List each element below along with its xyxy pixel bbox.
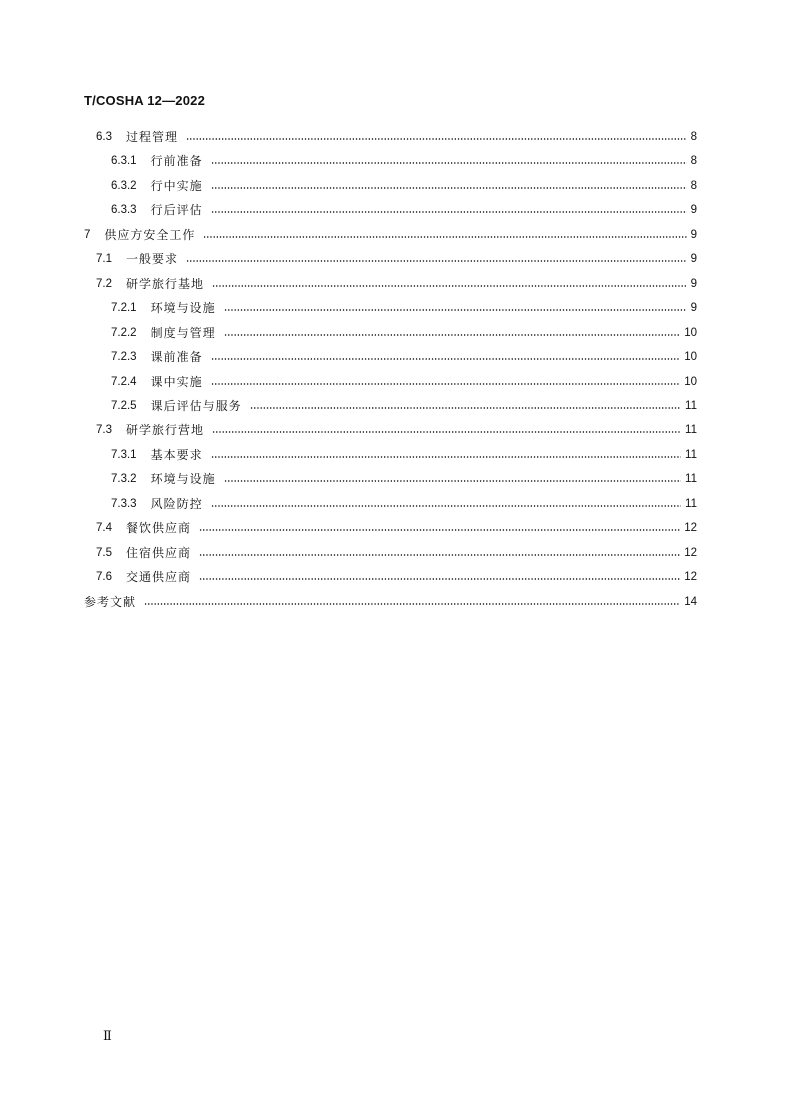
toc-entry-number: 7.3.2 [111, 473, 137, 486]
toc-entry[interactable] [111, 199, 697, 221]
toc-entry-title: 课中实施 [150, 374, 203, 389]
toc-entry-page: 14 [684, 595, 697, 608]
toc-entry-title: 基本要求 [150, 447, 203, 462]
toc-entry-page: 8 [690, 131, 697, 143]
toc-entry[interactable] [96, 273, 697, 295]
toc-entry-page: 11 [685, 399, 697, 412]
toc-entry-page: 11 [685, 448, 697, 461]
toc-dot-leader [250, 395, 681, 417]
toc-entry[interactable] [111, 371, 697, 393]
toc-entry-number: 7.1 [96, 253, 112, 266]
toc-entry-number: 7.4 [96, 522, 112, 535]
toc-entry-page: 12 [684, 571, 697, 584]
toc-entry-title: 交通供应商 [126, 570, 192, 585]
toc-entry-page: 9 [690, 302, 697, 315]
toc-entry[interactable] [111, 175, 697, 197]
toc-entry-page: 10 [684, 326, 697, 339]
toc-entry-title: 行前准备 [150, 154, 203, 169]
toc-dot-leader [199, 566, 680, 588]
toc-dot-leader [144, 591, 680, 613]
toc-entry[interactable] [84, 224, 697, 246]
page-number: Ⅱ [103, 1029, 112, 1044]
toc-entry-title: 环境与设施 [150, 472, 216, 487]
toc-entry[interactable] [96, 542, 697, 564]
toc-dot-leader [211, 150, 687, 172]
toc-entry-number: 7.2.4 [111, 375, 137, 388]
toc-dot-leader [199, 542, 680, 564]
toc-dot-leader [224, 322, 681, 344]
toc-entry[interactable] [96, 566, 697, 588]
toc-entry-title: 供应方安全工作 [104, 227, 196, 242]
toc-entry[interactable] [111, 150, 697, 172]
toc-dot-leader [211, 199, 687, 221]
toc-entry[interactable] [96, 248, 697, 270]
toc-dot-leader [211, 346, 681, 368]
toc-dot-leader [224, 468, 681, 490]
toc-entry-number: 7.5 [96, 546, 112, 559]
toc-entry-title: 行中实施 [150, 178, 203, 193]
toc-entry[interactable] [96, 517, 697, 539]
toc-entry-title: 一般要求 [126, 252, 179, 267]
toc-entry-number: 7.2.2 [111, 326, 137, 339]
toc-entry-page: 11 [685, 497, 697, 510]
toc-entry[interactable] [111, 322, 697, 344]
toc-entry-number: 7.2.5 [111, 399, 137, 412]
toc-entry[interactable] [111, 395, 697, 417]
toc-entry[interactable] [96, 419, 697, 441]
toc-dot-leader [224, 297, 687, 319]
toc-entry-page: 9 [690, 204, 697, 217]
toc-entry-number: 6.3 [96, 131, 112, 143]
toc-entry[interactable] [84, 591, 697, 613]
toc-entry-title: 过程管理 [126, 130, 179, 144]
toc-entry-number: 7.2.1 [111, 302, 137, 315]
toc-entry-page: 9 [690, 228, 697, 241]
toc-entry-number: 7.3 [96, 424, 112, 437]
toc-entry-page: 10 [684, 351, 697, 364]
toc-entry-page: 12 [684, 546, 697, 559]
toc-entry-page: 9 [690, 253, 697, 266]
toc-entry-page: 11 [685, 424, 697, 437]
toc-entry-number: 7.2.3 [111, 351, 137, 364]
toc-entry[interactable] [111, 468, 697, 490]
toc-dot-leader [211, 444, 681, 466]
toc-entry-page: 11 [685, 473, 697, 486]
toc-entry-title: 参考文献 [84, 594, 137, 609]
toc-entry[interactable] [111, 493, 697, 515]
toc-entry-title: 环境与设施 [150, 301, 216, 316]
toc-dot-leader [212, 419, 681, 441]
toc-entry-title: 制度与管理 [150, 325, 216, 340]
toc-entry-title: 风险防控 [150, 496, 203, 511]
toc-entry-number: 7.3.3 [111, 497, 137, 510]
toc-dot-leader [203, 224, 686, 246]
toc-entry-title: 课后评估与服务 [150, 398, 242, 413]
toc-dot-leader [186, 126, 687, 148]
toc-entry[interactable] [111, 346, 697, 368]
toc-dot-leader [211, 371, 681, 393]
toc-entry-title: 课前准备 [150, 350, 203, 365]
toc-entry-number: 6.3.3 [111, 204, 137, 217]
toc-entry-page: 8 [690, 179, 697, 192]
toc-dot-leader [186, 248, 687, 270]
toc-entry-page: 12 [684, 522, 697, 535]
toc-dot-leader [212, 273, 687, 295]
toc-entry-number: 7.3.1 [111, 448, 137, 461]
toc-entry-number: 7 [84, 228, 91, 241]
toc-entry-number: 6.3.1 [111, 155, 137, 168]
toc-entry-page: 9 [690, 277, 697, 290]
toc-entry-number: 6.3.2 [111, 179, 137, 192]
toc-entry-title: 研学旅行基地 [126, 276, 205, 291]
toc-dot-leader [199, 517, 680, 539]
toc-entry[interactable] [96, 126, 697, 148]
toc-entry-number: 7.2 [96, 277, 112, 290]
toc-entry[interactable] [111, 297, 697, 319]
toc-entry-title: 餐饮供应商 [126, 521, 192, 536]
toc-entry[interactable] [111, 444, 697, 466]
toc-entry-page: 10 [684, 375, 697, 388]
toc-entry-title: 住宿供应商 [126, 545, 192, 560]
document-id-header: T/COSHA 12—2022 [84, 93, 206, 108]
toc-entry-number: 7.6 [96, 571, 112, 584]
toc-entry-title: 行后评估 [150, 203, 203, 218]
toc-entry-title: 研学旅行营地 [126, 423, 205, 438]
toc-entry-page: 8 [690, 155, 697, 168]
toc-dot-leader [211, 175, 687, 197]
toc-dot-leader [211, 493, 681, 515]
